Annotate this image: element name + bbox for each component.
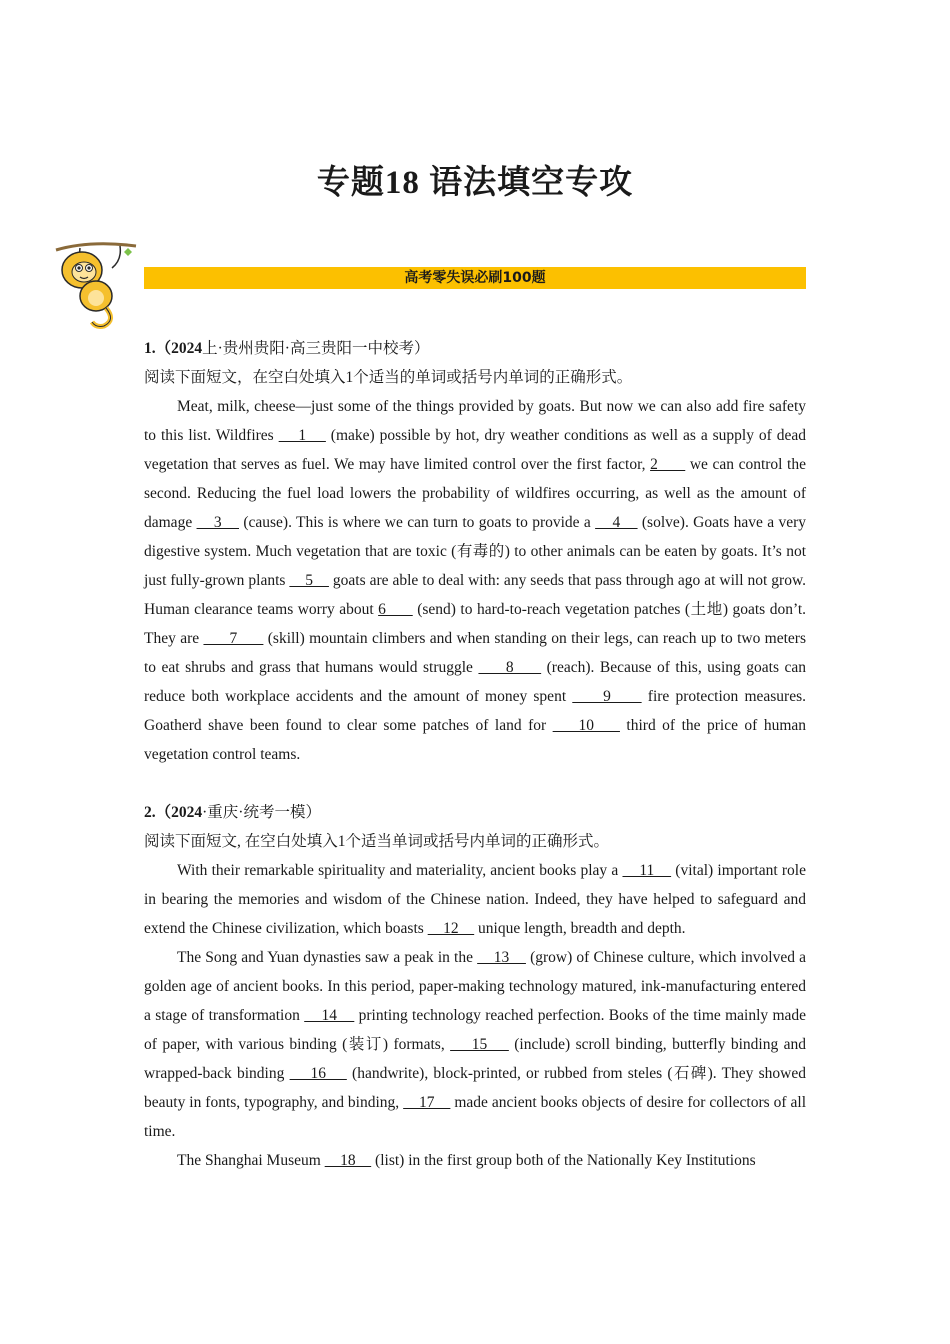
answer-blank[interactable]: 13 bbox=[477, 949, 526, 966]
text-run: Meat, milk, cheese—just some of the things provided by goats. But now we can also add fire safety to this list. Wildfires bbox=[144, 398, 806, 444]
text-run: (make) possible by hot, dry weather conditions as well as a supply of dead vegetation that serves as fuel. We may have limited control over the first factor, bbox=[144, 427, 807, 473]
text-run: (skill) mountain climbers and when standing on their legs, can reach up to two meters to eat shrubs and grass that humans would struggle bbox=[144, 630, 806, 676]
text-run: The Song and Yuan dynasties saw a peak in the bbox=[177, 949, 478, 966]
text-run: goats are able to deal with: any seeds that pass through ago at will not grow. Human clearance teams worry about bbox=[144, 572, 807, 618]
question-number: 1. bbox=[144, 340, 156, 357]
question-source: 上·贵州贵阳·高三贵阳一中校考） bbox=[202, 340, 430, 357]
text-run: third of the price of human vegetation control teams. bbox=[144, 717, 807, 763]
text-run: (send) to hard-to-reach vegetation patches (土地) goats don’t. They are bbox=[144, 601, 807, 647]
answer-blank[interactable]: 9 bbox=[572, 688, 642, 705]
question-2-paragraph-2 bbox=[144, 943, 806, 1146]
question-source-year: （2024 bbox=[155, 340, 203, 357]
text-run: With their remarkable spirituality and materiality, ancient books play a bbox=[177, 862, 623, 879]
answer-blank[interactable]: 10 bbox=[552, 717, 620, 734]
text-run: The Shanghai Museum bbox=[177, 1152, 325, 1169]
section-banner: 高考零失误必刷100题 bbox=[144, 267, 806, 289]
answer-blank[interactable]: 17 bbox=[403, 1094, 451, 1111]
answer-blank[interactable]: 15 bbox=[450, 1036, 509, 1053]
answer-blank[interactable]: 11 bbox=[622, 862, 672, 879]
answer-blank[interactable]: 7 bbox=[203, 630, 264, 647]
text-run: (include) scroll binding, butterfly binding and wrapped-back binding bbox=[144, 1036, 807, 1082]
question-1-instruction: 阅读下面短文，在空白处填入1个适当的单词或括号内单词的正确形式。 bbox=[144, 369, 633, 386]
text-run: made ancient books objects of desire for collectors of all time. bbox=[144, 1094, 806, 1140]
question-2-header bbox=[144, 798, 806, 827]
question-2-paragraph-1 bbox=[144, 856, 806, 943]
answer-blank[interactable]: 18 bbox=[324, 1152, 372, 1169]
text-run: (solve). Goats have a very digestive system. Much vegetation that are toxic (有毒的) to other animals can be eaten by goats. It’s not just fully-grown plants bbox=[144, 514, 807, 589]
answer-blank[interactable]: 5 bbox=[289, 572, 329, 589]
answer-blank[interactable]: 8 bbox=[478, 659, 542, 676]
document-body bbox=[144, 334, 806, 1175]
answer-blank[interactable]: 14 bbox=[304, 1007, 355, 1024]
text-run: we can control the second. Reducing the fuel load lowers the probability of wildfires occurring, as well as the amount of damage bbox=[144, 456, 806, 531]
question-1-header bbox=[144, 334, 806, 363]
text-run: (cause). This is where we can turn to goats to provide a bbox=[239, 514, 596, 531]
answer-blank[interactable]: 4 bbox=[595, 514, 638, 531]
question-source-year: （2024 bbox=[155, 804, 203, 821]
page-title: 专题18 语法填空专攻 bbox=[316, 165, 634, 201]
text-run: (grow) of Chinese culture, which involved a golden age of ancient books. In this period, paper-making technology matured, ink-manufacturing entered a stage of transformation bbox=[144, 949, 806, 1024]
question-1-paragraph bbox=[144, 392, 806, 769]
answer-blank[interactable]: 16 bbox=[289, 1065, 347, 1082]
text-run: fire protection measures. Goatherd shave been found to clear some patches of land for bbox=[144, 688, 806, 734]
text-run: (handwrite), block-printed, or rubbed from steles (石碑). They showed beauty in fonts, typography, and binding, bbox=[144, 1065, 806, 1111]
answer-blank[interactable]: 6 bbox=[378, 601, 413, 618]
answer-blank[interactable]: 1 bbox=[278, 427, 326, 444]
question-source: ·重庆·统考一模） bbox=[202, 804, 321, 821]
question-2-paragraph-3 bbox=[144, 1146, 806, 1175]
monkey-mascot-icon bbox=[50, 238, 142, 330]
text-run: (vital) important role in bearing the memories and wisdom of the Chinese nation. Indeed, they have helped to safeguard and extend the Chinese civilization, which boasts bbox=[144, 862, 806, 937]
text-run: (reach). Because of this, using goats can reduce both workplace accidents and the amount of money spent bbox=[144, 659, 806, 705]
answer-blank[interactable]: 3 bbox=[196, 514, 239, 531]
text-run: (list) in the first group both of the Nationally Key Institutions bbox=[371, 1152, 756, 1169]
answer-blank[interactable]: 2 bbox=[650, 456, 686, 473]
question-2-instruction: 阅读下面短文, 在空白处填入1个适当单词或括号内单词的正确形式。 bbox=[144, 833, 610, 850]
question-number: 2. bbox=[144, 804, 156, 821]
text-run: unique length, breadth and depth. bbox=[474, 920, 686, 937]
text-run: printing technology reached perfection. Books of the time mainly made of paper, with various binding (装订) formats, bbox=[144, 1007, 807, 1053]
answer-blank[interactable]: 12 bbox=[427, 920, 475, 937]
